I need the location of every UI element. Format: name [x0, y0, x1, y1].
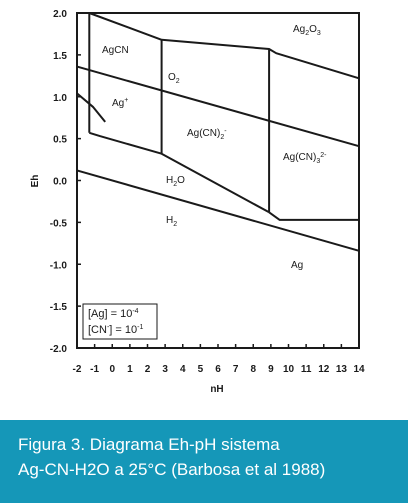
- conditions-cn-rest: ] = 10: [109, 324, 138, 336]
- y-tick-label: -0.5: [49, 218, 67, 230]
- h2o-line: [77, 170, 359, 250]
- x-tick-label: 0: [109, 364, 116, 375]
- y-axis-title: Eh: [30, 174, 41, 188]
- ag-lower-left: [89, 133, 161, 154]
- x-axis-title: nH: [210, 384, 224, 395]
- region-label-ag2o3: $Ag_2O_3$: [293, 24, 321, 37]
- region-label-agcn3: $Ag(CN)_3^{2-}$: [283, 152, 327, 165]
- ag2o3-boundary: [89, 13, 359, 78]
- x-tick-label: 2: [144, 364, 151, 375]
- conditions-cn-charge: -: [106, 324, 110, 331]
- region-label-ag: Ag: [291, 260, 304, 271]
- figure-caption: [0, 420, 408, 503]
- y-tick-label: 2.0: [53, 9, 67, 20]
- x-tick-label: 5: [197, 364, 204, 375]
- y-tick-label: 1.5: [53, 50, 67, 62]
- x-tick-label: 4: [179, 364, 186, 375]
- x-tick-label: 7: [232, 364, 239, 375]
- x-tick-label: 8: [250, 364, 257, 375]
- conditions-ag-text: [Ag] = 10: [88, 308, 133, 320]
- x-tick-label: -1: [90, 364, 100, 375]
- region-label-agcn: AgCN: [102, 45, 129, 56]
- x-tick-label: 9: [268, 364, 274, 375]
- region-label-h2: $H_2$: [166, 215, 178, 228]
- y-tick-label: -2.0: [49, 344, 67, 355]
- x-tick-label: -2: [72, 364, 82, 375]
- x-tick-label: 3: [162, 364, 168, 375]
- caption-line-2: Ag-CN-H2O a 25°C (Barbosa et al 1988): [18, 460, 326, 479]
- y-tick-label: -1.5: [49, 302, 67, 314]
- conditions-cn-exponent: -1: [137, 324, 144, 331]
- y-tick-label: -1.0: [49, 260, 67, 272]
- y-tick-label: 0.0: [53, 176, 67, 188]
- x-tick-label: 6: [215, 364, 221, 375]
- ag-lower-right: [269, 212, 359, 220]
- region-label-ag-plus: Ag+: [112, 97, 129, 109]
- conditions-ag-line: [88, 308, 139, 320]
- region-label-o2: $O_2$: [168, 72, 180, 85]
- region-label-h2o: $H_2O$: [166, 175, 185, 188]
- x-tick-label: 12: [318, 364, 330, 375]
- conditions-ag-exponent: -4: [132, 308, 139, 315]
- conditions-cn-line: [88, 324, 143, 336]
- x-tick-label: 1: [127, 364, 133, 375]
- region-label-agcn2: $Ag(CN)_2^-$: [187, 128, 227, 141]
- x-tick-label: 10: [282, 364, 295, 375]
- y-tick-label: 0.5: [53, 134, 67, 146]
- conditions-cn-text: [CN: [88, 324, 107, 336]
- y-tick-label: 1.0: [53, 92, 67, 104]
- plot-frame: [77, 13, 359, 348]
- ag-plus-boundary: [77, 93, 105, 122]
- x-tick-label: 13: [335, 364, 347, 375]
- x-tick-label: 14: [353, 364, 365, 375]
- caption-line-1: Figura 3. Diagrama Eh-pH sistema: [18, 435, 280, 454]
- x-tick-label: 11: [300, 364, 312, 375]
